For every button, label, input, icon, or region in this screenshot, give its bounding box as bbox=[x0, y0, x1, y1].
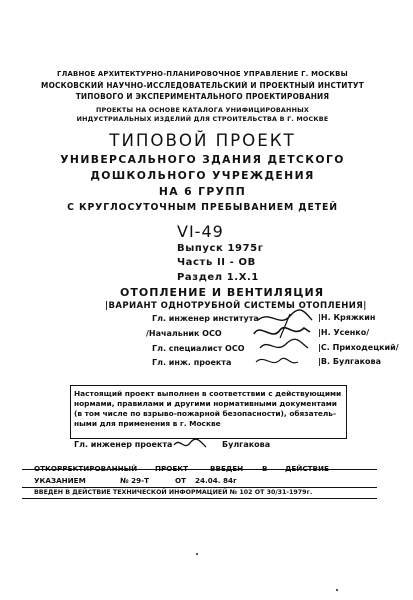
project-part: Часть II - ОВ bbox=[177, 257, 256, 268]
speck-1 bbox=[196, 553, 198, 555]
footer-r2b: № 29-Т bbox=[120, 476, 150, 485]
project-code: VI-49 bbox=[177, 222, 224, 241]
footer-r2a: УКАЗАНИЕМ bbox=[34, 476, 86, 485]
header-line-5: ИНДУСТРИАЛЬНЫХ ИЗДЕЛИЙ ДЛЯ СТРОИТЕЛЬСТВА В Г. МОСКВЕ bbox=[76, 115, 329, 123]
project-section: Раздел 1.Х.1 bbox=[177, 272, 259, 283]
signature-name-2-text: Н. Усенко bbox=[320, 328, 367, 337]
footer-r1d: В bbox=[262, 464, 268, 473]
signature-role-2: /Начальник ОСО bbox=[146, 329, 222, 338]
project-issue: Выпуск 1975г bbox=[177, 243, 264, 254]
signature-name-3: |С. Приходецкий/ bbox=[318, 343, 399, 352]
signature-name-4: |В. Булгакова bbox=[318, 357, 381, 366]
document-title: ТИПОВОЙ ПРОЕКТ bbox=[109, 131, 296, 151]
statement-line-3: (в том числе по взрыво-пожарной безопасности), обязатель- bbox=[74, 409, 337, 418]
footer-r2c: ОТ bbox=[175, 476, 187, 485]
signature-role-4: Гл. инж. проекта bbox=[152, 358, 232, 367]
signature-name-2: |Н. Усенко/ bbox=[318, 328, 370, 337]
signature-name-1: |Н. Кряжкин bbox=[318, 313, 376, 322]
footer-r2d: 24.04. 84г bbox=[195, 476, 237, 485]
footer-r1b: ПРОЕКТ bbox=[155, 464, 189, 473]
footer-r1e: ДЕЙСТВИЕ bbox=[285, 464, 329, 473]
project-variant: |ВАРИАНТ ОДНОТРУБНОЙ СИСТЕМЫ ОТОПЛЕНИЯ| bbox=[105, 301, 367, 311]
statement-signature bbox=[172, 435, 208, 453]
footer-r1c: ВВЕДЕН bbox=[210, 464, 244, 473]
footer-r1a: ОТКОРРЕКТИРОВАННЫЙ bbox=[34, 464, 138, 473]
signature-name-1-text: Н. Кряжкин bbox=[320, 313, 376, 322]
project-name: ОТОПЛЕНИЕ И ВЕНТИЛЯЦИЯ bbox=[120, 286, 325, 299]
title-sub-3: НА 6 ГРУПП bbox=[158, 185, 247, 198]
signature-role-2-text: Начальник ОСО bbox=[148, 329, 222, 338]
signature-role-3: Гл. специалист ОСО bbox=[152, 344, 245, 353]
speck-2 bbox=[336, 589, 338, 591]
header-line-2: МОСКОВСКИЙ НАУЧНО-ИССЛЕДОВАТЕЛЬСКИЙ И ПРОЕКТНЫЙ ИНСТИТУТ bbox=[41, 81, 364, 90]
footer-mid-rule bbox=[22, 487, 377, 488]
signature-name-4-text: В. Булгакова bbox=[320, 357, 381, 366]
project-variant-text: ВАРИАНТ ОДНОТРУБНОЙ СИСТЕМЫ ОТОПЛЕНИЯ bbox=[108, 301, 364, 311]
statement-line-4: ными для применения в г. Москве bbox=[74, 419, 221, 428]
title-sub-2: ДОШКОЛЬНОГО УЧРЕЖДЕНИЯ bbox=[90, 169, 315, 182]
header-line-4: ПРОЕКТЫ НА ОСНОВЕ КАТАЛОГА УНИФИЦИРОВАННЫХ bbox=[95, 106, 310, 114]
title-sub-4: С КРУГЛОСУТОЧНЫМ ПРЕБЫВАНИЕМ ДЕТЕЙ bbox=[67, 202, 338, 213]
statement-line-1: Настоящий проект выполнен в соответствии с действующими bbox=[74, 389, 342, 398]
statement-line-2: нормами, правилами и другими нормативными документами bbox=[74, 399, 337, 408]
footer-r3: ВВЕДЕН В ДЕЙСТВИЕ ТЕХНИЧЕСКОЙ ИНФОРМАЦИЕЙ № 102 ОТ 30/31-1979г. bbox=[34, 489, 313, 496]
header-line-1: ГЛАВНОЕ АРХИТЕКТУРНО-ПЛАНИРОВОЧНОЕ УПРАВЛЕНИЕ Г. МОСКВЫ bbox=[57, 70, 348, 78]
footer-bottom-rule bbox=[22, 498, 377, 499]
header-line-3: ТИПОВОГО И ЭКСПЕРИМЕНТАЛЬНОГО ПРОЕКТИРОВАНИЯ bbox=[75, 92, 330, 101]
signature-role-1: Гл. инженер института bbox=[152, 314, 259, 323]
statement-signer-name: Булгакова bbox=[222, 440, 271, 449]
title-sub-1: УНИВЕРСАЛЬНОГО ЗДАНИЯ ДЕТСКОГО bbox=[60, 153, 345, 166]
handwritten-signatures bbox=[250, 308, 320, 372]
statement-signer-role: Гл. инженер проекта bbox=[74, 440, 173, 449]
signature-name-3-text: С. Приходецкий bbox=[320, 343, 396, 352]
